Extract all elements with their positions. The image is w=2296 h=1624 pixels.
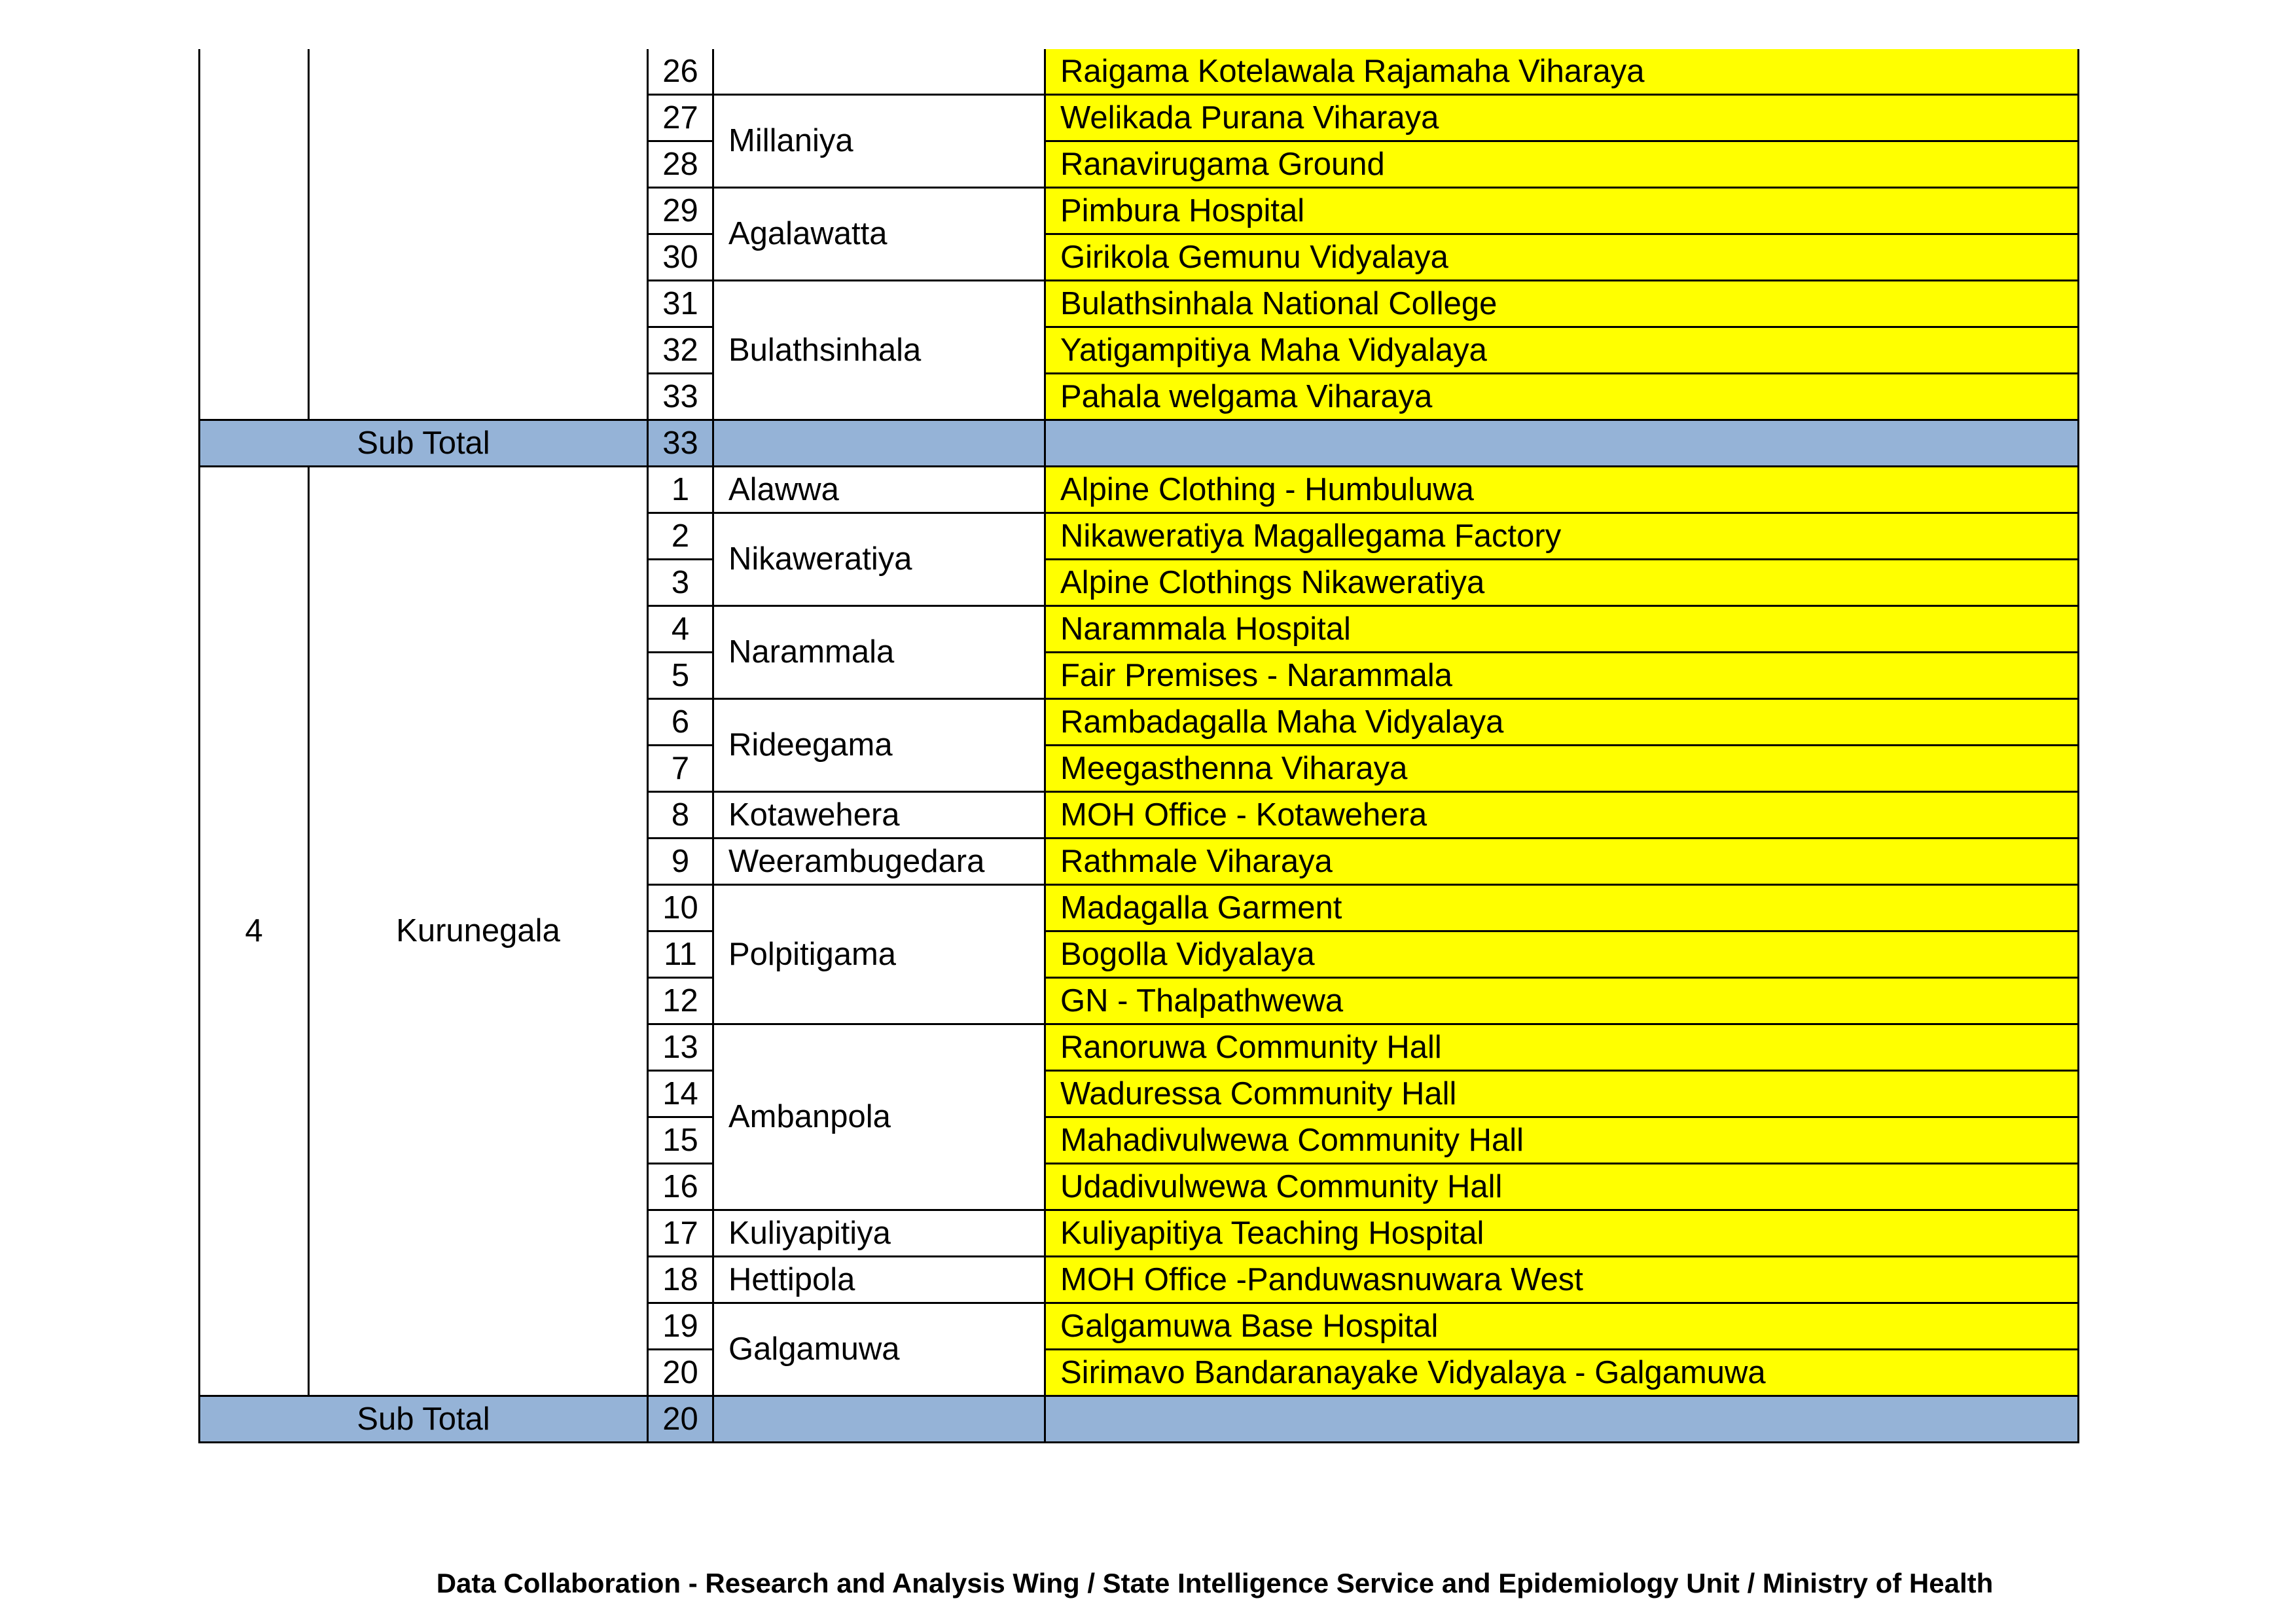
subtotal-empty-cell [1045, 420, 2079, 467]
row-number: 27 [648, 95, 713, 141]
row-number: 30 [648, 234, 713, 281]
footer-text: Data Collaboration - Research and Analysis Wing / State Intelligence Service and Epidemiology Unit / Ministry of Health [436, 1568, 1994, 1598]
location-cell: MOH Office - Kotawehera [1045, 792, 2079, 839]
moh-area-cell: Bulathsinhala [713, 281, 1045, 420]
moh-area-cell: Kuliyapitiya [713, 1210, 1045, 1257]
moh-area-cell: Hettipola [713, 1257, 1045, 1303]
subtotal-row [200, 1396, 2079, 1443]
moh-area-cell: Ambanpola [713, 1024, 1045, 1210]
location-cell: Raigama Kotelawala Rajamaha Viharaya [1045, 49, 2079, 95]
moh-area-cell: Kotawehera [713, 792, 1045, 839]
district-index: 4 [200, 467, 309, 1396]
district-name: Kurunegala [309, 467, 648, 1396]
location-cell: Narammala Hospital [1045, 606, 2079, 653]
row-number: 11 [648, 931, 713, 978]
moh-area-cell: Narammala [713, 606, 1045, 699]
moh-area-cell: Millaniya [713, 95, 1045, 188]
location-cell: Udadivulwewa Community Hall [1045, 1164, 2079, 1210]
row-number: 15 [648, 1117, 713, 1164]
location-cell: Nikaweratiya Magallegama Factory [1045, 513, 2079, 560]
moh-area-cell: Nikaweratiya [713, 513, 1045, 606]
row-number: 10 [648, 885, 713, 931]
location-cell: Alpine Clothings Nikaweratiya [1045, 560, 2079, 606]
subtotal-empty-cell [1045, 1396, 2079, 1443]
row-number: 28 [648, 141, 713, 188]
row-number: 17 [648, 1210, 713, 1257]
continued-district-cell [309, 49, 648, 420]
location-cell: GN - Thalpathwewa [1045, 978, 2079, 1024]
location-cell: Ranoruwa Community Hall [1045, 1024, 2079, 1071]
row-number: 5 [648, 653, 713, 699]
moh-area-cell: Polpitigama [713, 885, 1045, 1024]
location-cell: Waduressa Community Hall [1045, 1071, 2079, 1117]
location-cell: Fair Premises - Narammala [1045, 653, 2079, 699]
location-cell: Bulathsinhala National College [1045, 281, 2079, 327]
row-number: 26 [648, 49, 713, 95]
location-cell: Ranavirugama Ground [1045, 141, 2079, 188]
row-number: 14 [648, 1071, 713, 1117]
row-number: 3 [648, 560, 713, 606]
row-number: 7 [648, 746, 713, 792]
row-number: 2 [648, 513, 713, 560]
row-number: 13 [648, 1024, 713, 1071]
subtotal-label: Sub Total [200, 1396, 648, 1443]
moh-area-cell: Agalawatta [713, 188, 1045, 281]
row-number: 20 [648, 1350, 713, 1396]
location-cell: Rambadagalla Maha Vidyalaya [1045, 699, 2079, 746]
subtotal-value: 33 [648, 420, 713, 467]
location-cell: Kuliyapitiya Teaching Hospital [1045, 1210, 2079, 1257]
moh-area-cell: Galgamuwa [713, 1303, 1045, 1396]
location-cell: MOH Office -Panduwasnuwara West [1045, 1257, 2079, 1303]
row-number: 33 [648, 374, 713, 420]
location-cell: Sirimavo Bandaranayake Vidyalaya - Galgamuwa [1045, 1350, 2079, 1396]
moh-area-cell: Weerambugedara [713, 839, 1045, 885]
moh-area-cell [713, 49, 1045, 95]
subtotal-row [200, 420, 2079, 467]
location-cell: Girikola Gemunu Vidyalaya [1045, 234, 2079, 281]
moh-area-cell: Alawwa [713, 467, 1045, 513]
row-number: 8 [648, 792, 713, 839]
moh-area-cell: Rideegama [713, 699, 1045, 792]
subtotal-value: 20 [648, 1396, 713, 1443]
location-cell: Alpine Clothing - Humbuluwa [1045, 467, 2079, 513]
location-cell: Madagalla Garment [1045, 885, 2079, 931]
subtotal-label: Sub Total [200, 420, 648, 467]
location-cell: Pahala welgama Viharaya [1045, 374, 2079, 420]
row-number: 16 [648, 1164, 713, 1210]
row-number: 18 [648, 1257, 713, 1303]
location-cell: Bogolla Vidyalaya [1045, 931, 2079, 978]
location-cell: Galgamuwa Base Hospital [1045, 1303, 2079, 1350]
row-number: 12 [648, 978, 713, 1024]
location-cell: Pimbura Hospital [1045, 188, 2079, 234]
footer-credit [0, 1568, 2296, 1599]
subtotal-empty-cell [713, 420, 1045, 467]
row-number: 9 [648, 839, 713, 885]
location-cell: Yatigampitiya Maha Vidyalaya [1045, 327, 2079, 374]
row-number: 4 [648, 606, 713, 653]
location-cell: Mahadivulwewa Community Hall [1045, 1117, 2079, 1164]
row-number: 31 [648, 281, 713, 327]
row-number: 32 [648, 327, 713, 374]
subtotal-empty-cell [713, 1396, 1045, 1443]
continued-index-cell [200, 49, 309, 420]
row-number: 29 [648, 188, 713, 234]
row-number: 1 [648, 467, 713, 513]
location-cell: Meegasthenna Viharaya [1045, 746, 2079, 792]
location-cell: Rathmale Viharaya [1045, 839, 2079, 885]
location-cell: Welikada Purana Viharaya [1045, 95, 2079, 141]
vaccination-centres-table [198, 49, 2079, 1443]
row-number: 19 [648, 1303, 713, 1350]
row-number: 6 [648, 699, 713, 746]
